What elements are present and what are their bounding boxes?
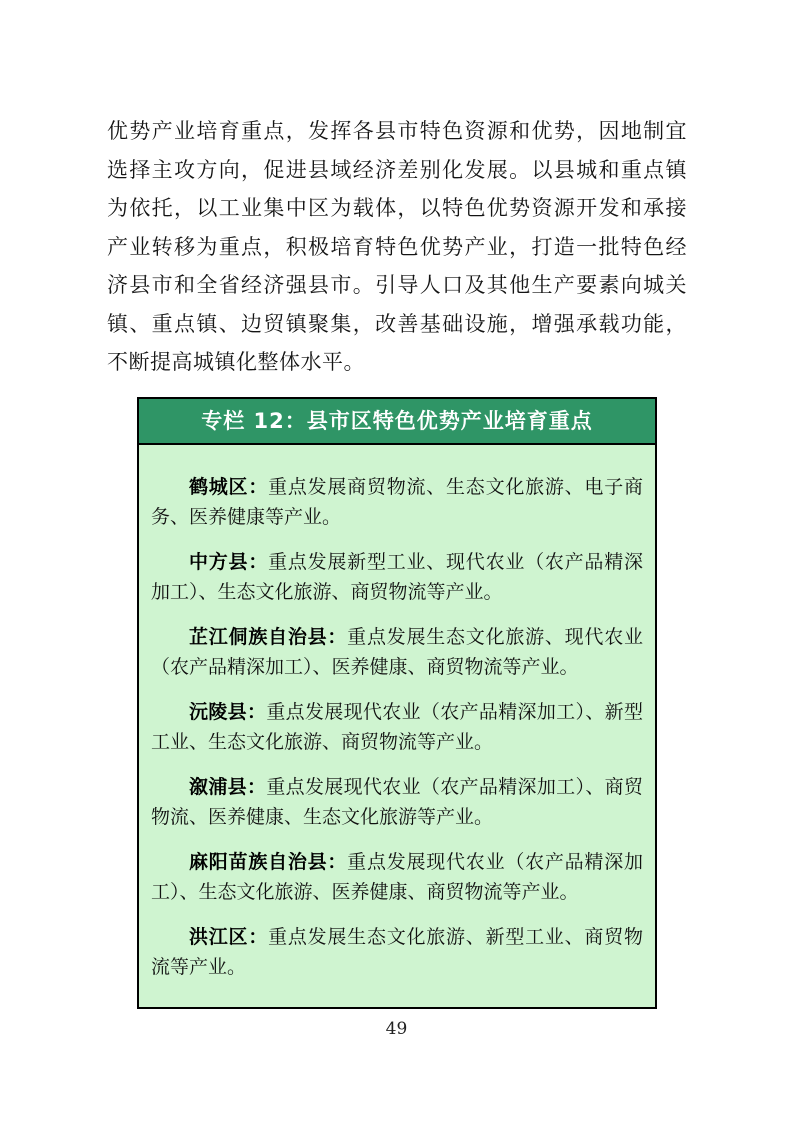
panel-entry-zhongfangxian — [151, 547, 643, 607]
entry-text: 重点发展商贸物流、生态文化旅游、电子商务、医养健康等产业。 — [151, 475, 643, 528]
page-number: 49 — [385, 1019, 408, 1039]
entry-text: 重点发展生态文化旅游、现代农业（农产品精深加工）、医养健康、商贸物流等产业。 — [151, 625, 643, 678]
entry-name: 沅陵县： — [189, 700, 267, 723]
entry-name: 麻阳苗族自治县： — [189, 850, 348, 873]
entry-text: 重点发展现代农业（农产品精深加工）、新型工业、生态文化旅游、商贸物流等产业。 — [151, 700, 643, 753]
entry-name: 中方县： — [189, 550, 269, 573]
feature-panel-12 — [137, 397, 657, 1009]
page-content — [107, 112, 687, 1009]
panel-entry-yuanlingxian — [151, 697, 643, 757]
panel-entry-hechengqu — [151, 472, 643, 532]
entry-text: 重点发展生态文化旅游、新型工业、商贸物流等产业。 — [151, 925, 643, 978]
panel-entry-zhijiang — [151, 622, 643, 682]
entry-text: 重点发展现代农业（农产品精深加工）、生态文化旅游、医养健康、商贸物流等产业。 — [151, 850, 643, 903]
panel-title: 专栏 12：县市区特色优势产业培育重点 — [139, 399, 655, 445]
entry-text: 重点发展现代农业（农产品精深加工）、商贸物流、医养健康、生态文化旅游等产业。 — [151, 775, 643, 828]
panel-entry-mayang — [151, 847, 643, 907]
panel-entry-hongjiangqu — [151, 922, 643, 982]
panel-body — [139, 445, 655, 1007]
panel-entry-xupuxian — [151, 772, 643, 832]
intro-paragraph: 优势产业培育重点，发挥各县市特色资源和优势，因地制宜选择主攻方向，促进县域经济差别化发展。以县城和重点镇为依托，以工业集中区为载体，以特色优势资源开发和承接产业转移为重点，积极培育特色优势产业，打造一批特色经济县市和全省经济强县市。引导人口及其他生产要素向城关镇、重点镇、边贸镇聚集，改善基础设施，增强承载功能，不断提高城镇化整体水平。 — [107, 119, 687, 374]
entry-name: 溆浦县： — [189, 775, 267, 798]
entry-name: 芷江侗族自治县： — [189, 625, 348, 648]
entry-text: 重点发展新型工业、现代农业（农产品精深加工）、生态文化旅游、商贸物流等产业。 — [151, 550, 643, 603]
entry-name: 洪江区： — [189, 925, 269, 948]
entry-name: 鹤城区： — [189, 475, 269, 498]
